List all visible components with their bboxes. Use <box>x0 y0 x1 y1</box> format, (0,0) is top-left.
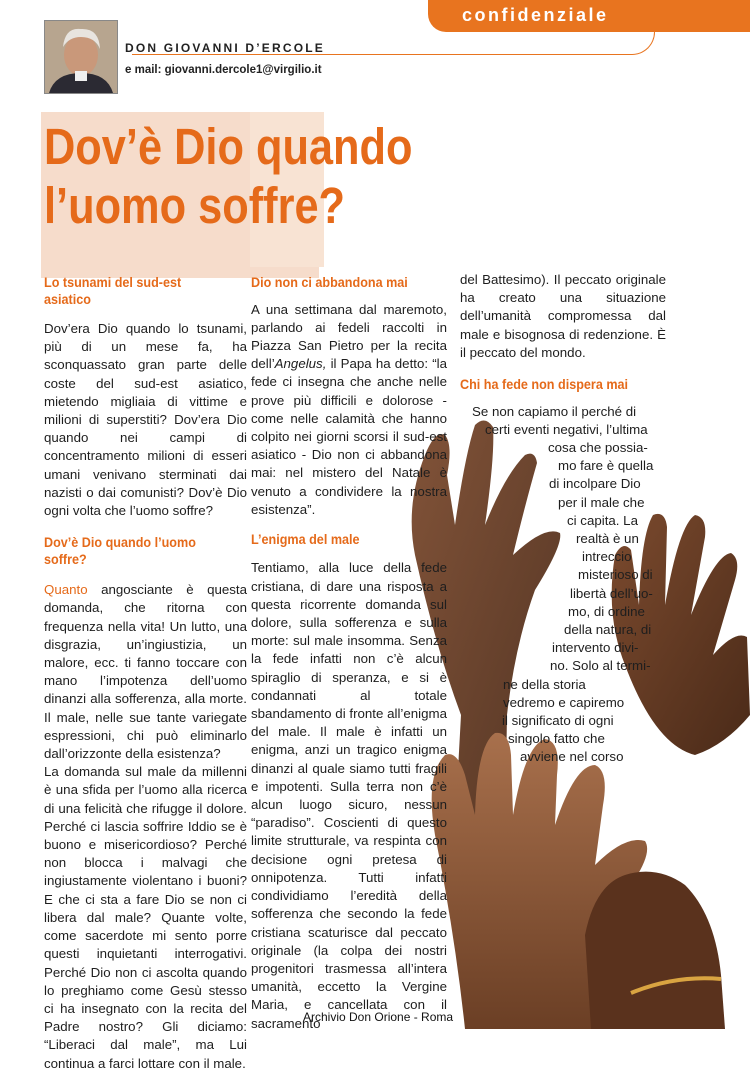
shaped-line: della natura, di <box>564 621 652 637</box>
shaped-line: libertà dell’uo- <box>570 585 653 601</box>
angelus-italic: Angelus, <box>274 356 327 372</box>
shaped-line: certi eventi negativi, l’ultima <box>485 421 648 437</box>
shaped-line: ne della storia <box>503 676 586 692</box>
paragraph-angelus <box>251 301 447 519</box>
section-tag <box>428 0 750 32</box>
shaped-line: il significato di ogni <box>502 712 614 728</box>
page-title-line2: l’uomo soffre? <box>44 177 346 234</box>
shaped-line: singolo fatto che <box>508 731 605 747</box>
subheading-enigma: L’enigma del male <box>251 530 360 547</box>
paragraph-tsunami: Dov’era Dio quando lo tsunami, più di un mese fa, ha sconquassato gran parte delle coste del sud-est asiatico, mietendo migliaia di vittime e milioni di superstiti? Dov’era Dio quando nei campi di concentramento milioni di esseri umani venivano sterminati dai nazisti o dai comunisti? Dov’è Dio ogni volta che l’uomo soffre? <box>44 321 247 519</box>
shaped-line: ci capita. La <box>567 512 638 528</box>
paragraph-angelus-a: A una settimana dal maremoto, parlando ai fedeli raccolti in Piazza San Pietro per la recita dell’ <box>251 301 447 372</box>
shaped-line: Se non capiamo il perché di <box>472 403 637 419</box>
paragraph-battesimo: del Battesimo). Il peccato originale ha creato una situazione dell’umanità compromessa dal male e bisognosa di redenzione. È il peccato del mondo. <box>460 272 666 360</box>
shaped-line: di incolpare Dio <box>549 476 641 492</box>
subheading-tsunami: Lo tsunami del sud-est asiatico <box>44 274 182 307</box>
column-2 <box>251 274 447 1033</box>
paragraph-enigma: Tentiamo, alla luce della fede cristiana, di dare una risposta a questa ricorrente domanda sul dolore, sulla sofferenza e sulla morte: sul male insomma. Senza la fede infatti non c’è alcun spiraglio di speranza, e si è condannati al totale sbandamento di fronte all’enigma del male. Il male è infatti un enigma, anzi un tragico enigma dinanzi al quale siamo tutti fragili e impotenti. Sulla terra non c’è alcun luogo sicuro, nessun “paradiso”. Coscienti di questo limite strutturale, va respinta con decisione ogni pretesa di onnipotenza. Tutti infatti condividiamo l’eredità della sofferenza che secondo la fede cristiana scaturisce dal peccato originale (la colpa dei nostri progenitori trasmessa all’intera umanità, eccetto la Vergine Maria, e cancellata con il sacramento <box>251 560 447 1031</box>
shaped-line: vedremo e capiremo <box>503 694 625 710</box>
author-name: DON GIOVANNI D’ERCOLE <box>125 41 325 55</box>
shaped-line: misterioso di <box>578 567 653 583</box>
shaped-line: cosa che possia- <box>548 439 648 455</box>
paragraph-angosciante <box>44 581 247 763</box>
shaped-line: mo fare è quella <box>558 458 654 474</box>
shaped-line: no. Solo al termi- <box>550 658 651 674</box>
shaped-line: intervento divi- <box>552 640 639 656</box>
subheading-fede: Chi ha fede non dispera mai <box>460 376 629 393</box>
author-photo <box>44 20 118 94</box>
shaped-line: per il male che <box>558 494 645 510</box>
shaped-paragraph <box>460 403 666 767</box>
section-tag-label: confidenziale <box>462 5 609 25</box>
paragraph-angelus-b: il Papa ha detto: “la fede ci insegna che anche nelle prove più difficili e dolorose - come nelle calamità che hanno colpito nei giorni scorsi il sud-est asiatico - Dio non ci abbandona mai: nel mistero del Natale è venuto a condividere la nostra esistenza”. <box>251 356 447 517</box>
page-title-line1: Dov’è Dio quando <box>44 118 413 175</box>
shaped-line: realtà è un <box>576 530 639 546</box>
subheading-dove-dio: Dov’è Dio quando l’uomo soffre? <box>44 534 196 567</box>
shaped-line: avviene nel corso <box>520 749 624 765</box>
column-3 <box>460 271 666 767</box>
paragraph-domanda-male: La domanda sul male da millenni è una sfida per l’uomo alla ricerca di una felicità che rifugge il dolore. Perché ci lascia soffrire Iddio se è buono e misericordioso? Perché non blocca i malvagi che ingiustamente violentano i buoni? E che ci sta a fare Dio se non ci libera dal male? Quante volte, come sacerdote mi sento porre questi inquietanti interrogativi. Perché Dio non ci ascolta quando lo preghiamo come Gesù stesso ci ha insegnato con la recita del Padre nostro? Gli diciamo: “Liberaci dal male”, ma Lui continua a farci lottare con il male. <box>44 764 247 1071</box>
author-email[interactable]: e mail: giovanni.dercole1@virgilio.it <box>125 64 322 76</box>
footer-credit: Archivio Don Orione - Roma <box>303 1010 454 1024</box>
shaped-line: mo, di ordine <box>568 603 645 619</box>
column-1 <box>44 274 247 1073</box>
hand-bottom <box>585 872 725 1029</box>
lead-word: Quanto <box>44 582 88 598</box>
shaped-line: intreccio <box>582 549 632 565</box>
paragraph-angosciante-text: angosciante è questa domanda, che ritorna con frequenza nella vita! Un lutto, una disgrazia, un’ingiustizia, un malore, ecc. ti fanno toccare con mano l’impotenza dell’uomo dinanzi alla sofferenza, alla morte. Il male, nelle sue tante variegate espressioni, chi può eliminarlo dall’orizzonte della esistenza? <box>44 582 247 762</box>
subheading-non-abbandona: Dio non ci abbandona mai <box>251 274 408 290</box>
